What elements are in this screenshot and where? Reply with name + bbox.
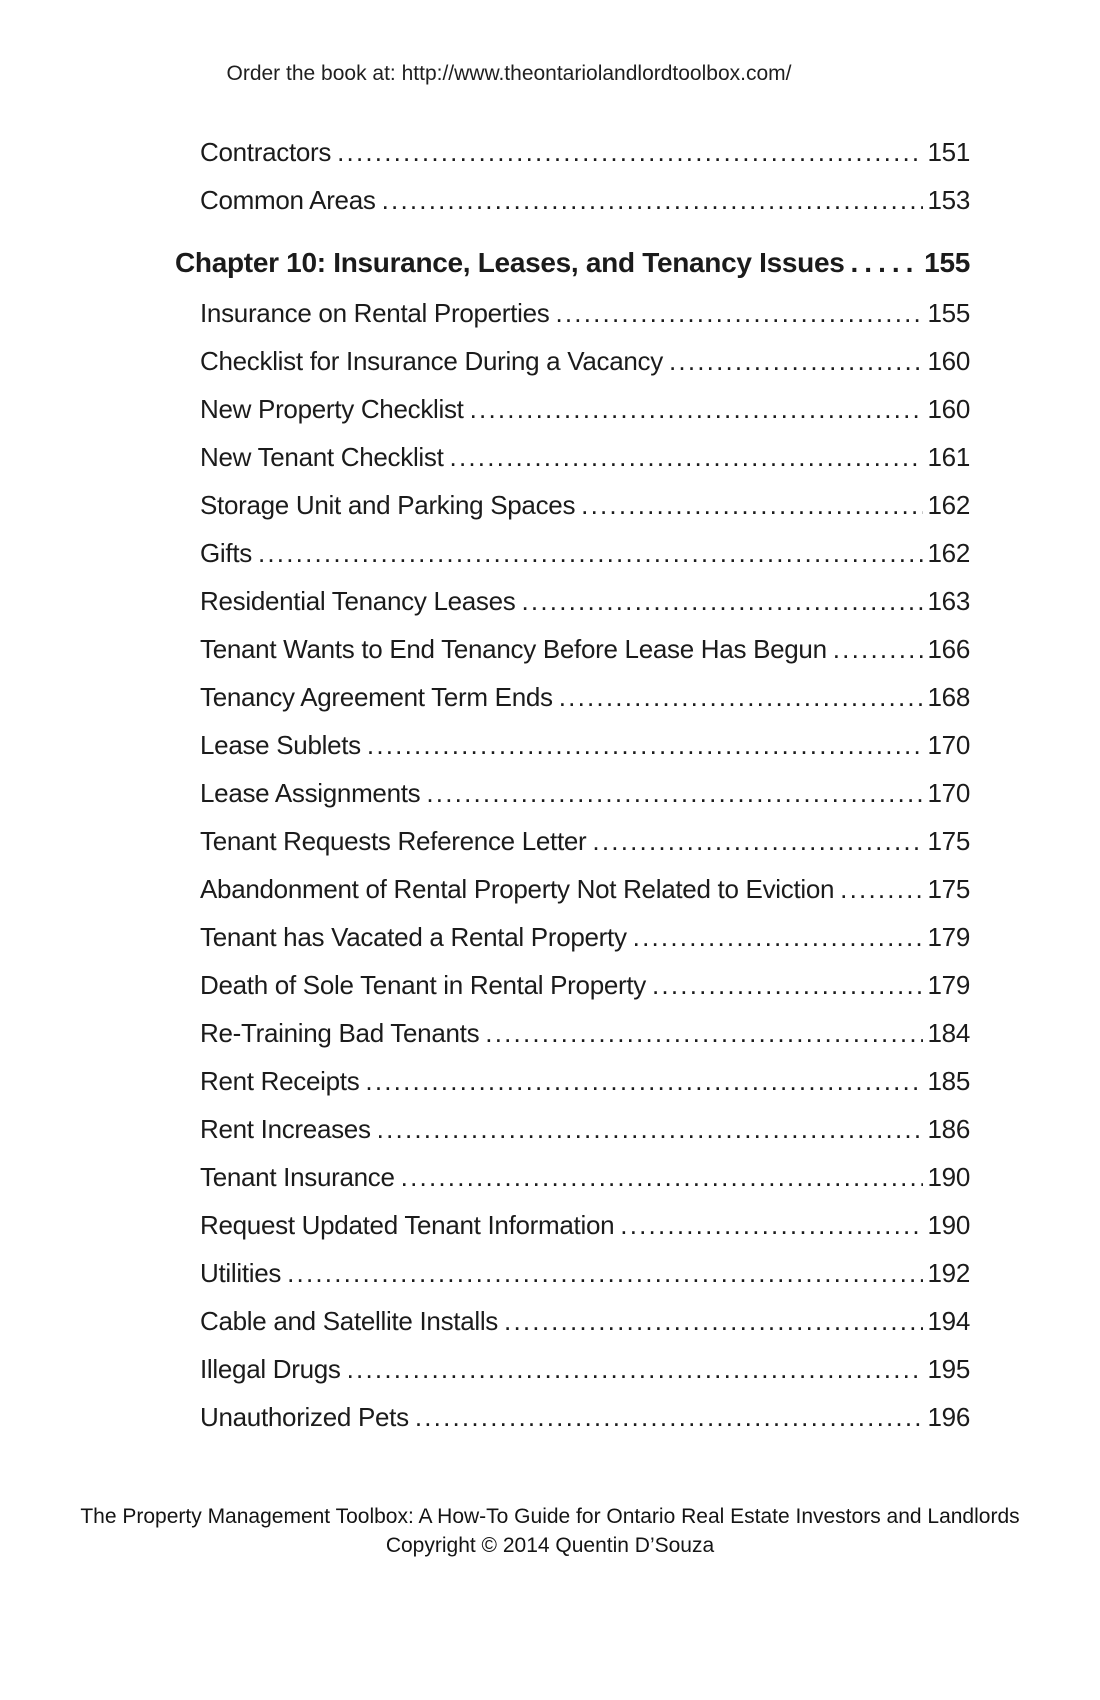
toc-entry-page: 196 (927, 1402, 970, 1432)
toc-entry (175, 289, 970, 337)
toc-entry (175, 433, 970, 481)
dot-leader (470, 385, 923, 433)
toc-entry-page: 186 (927, 1114, 970, 1144)
toc-entry-label: Rent Receipts (200, 1066, 360, 1096)
toc-entry (175, 128, 970, 176)
toc-entry (175, 865, 970, 913)
dot-leader (450, 433, 923, 481)
dot-leader (426, 769, 922, 817)
toc-entry-label: Gifts (200, 538, 252, 568)
toc-entry-label: Tenant Requests Reference Letter (200, 826, 587, 856)
dot-leader (504, 1297, 923, 1345)
toc-entry-page: 155 (924, 247, 970, 278)
toc-entry-page: 170 (927, 778, 970, 808)
toc-entry-label: New Tenant Checklist (200, 442, 444, 472)
toc-entry (175, 1009, 970, 1057)
toc-entry-page: 184 (927, 1018, 970, 1048)
toc-entry (175, 1249, 970, 1297)
toc-entry-label: Unauthorized Pets (200, 1402, 409, 1432)
toc-entry (175, 1105, 970, 1153)
dot-leader (347, 1345, 923, 1393)
dot-leader (367, 721, 923, 769)
toc-entry-page: 190 (927, 1162, 970, 1192)
toc-entry-label: New Property Checklist (200, 394, 464, 424)
toc-entry (175, 769, 970, 817)
toc-entry (175, 529, 970, 577)
footer-title-line: The Property Management Toolbox: A How-To Guide for Ontario Real Estate Investors and Landlords (80, 1505, 1020, 1528)
order-book-url-text: Order the book at: http://www.theontariolandlordtoolbox.com/ (226, 62, 792, 85)
toc-entry-label: Contractors (200, 137, 332, 167)
dot-leader (620, 1201, 922, 1249)
dot-leader (485, 1009, 922, 1057)
toc-entry (175, 337, 970, 385)
toc-entry-label: Tenant has Vacated a Rental Property (200, 922, 627, 952)
dot-leader (522, 577, 923, 625)
toc-entry-page: 179 (927, 922, 970, 952)
toc-entry-label: Abandonment of Rental Property Not Related to Eviction (200, 874, 835, 904)
toc-entry-page: 166 (927, 634, 970, 664)
toc-entry-label: Rent Increases (200, 1114, 371, 1144)
toc-entry-label: Lease Sublets (200, 730, 361, 760)
footer-copyright-line: Copyright © 2014 Quentin D’Souza (385, 1534, 715, 1557)
toc-entry (175, 961, 970, 1009)
dot-leader (415, 1393, 923, 1441)
dot-leader (633, 913, 923, 961)
toc-entry (175, 625, 970, 673)
toc-entry-label: Checklist for Insurance During a Vacancy (200, 346, 663, 376)
page-footer (0, 1502, 1100, 1560)
toc-entry-page: 170 (927, 730, 970, 760)
toc-entry-label: Common Areas (200, 185, 376, 215)
dot-leader (258, 529, 923, 577)
toc-entry-label: Illegal Drugs (200, 1354, 341, 1384)
toc-entry-page: 185 (927, 1066, 970, 1096)
dot-leader (669, 337, 923, 385)
toc-entry-page: 194 (927, 1306, 970, 1336)
toc-entry (175, 1297, 970, 1345)
toc-entry-page: 151 (927, 137, 970, 167)
toc-entry (175, 481, 970, 529)
toc-entry-page: 161 (927, 442, 970, 472)
toc-entry-page: 179 (927, 970, 970, 1000)
dot-leader (287, 1249, 922, 1297)
toc-entry-label: Re-Training Bad Tenants (200, 1018, 480, 1048)
dot-leader (652, 961, 923, 1009)
toc-entry (175, 239, 970, 289)
toc-entry-label: Tenant Insurance (200, 1162, 395, 1192)
toc-entry (175, 1153, 970, 1201)
toc-list (175, 128, 970, 1441)
toc-entry-page: 163 (927, 586, 970, 616)
dot-leader (401, 1153, 923, 1201)
toc-entry (175, 1057, 970, 1105)
toc-entry-page: 155 (927, 298, 970, 328)
dot-leader (555, 289, 922, 337)
toc-entry (175, 913, 970, 961)
dot-leader (382, 176, 923, 224)
toc-entry (175, 1393, 970, 1441)
dot-leader (337, 128, 922, 176)
toc-entry-label: Lease Assignments (200, 778, 421, 808)
toc-entry-page: 192 (927, 1258, 970, 1288)
toc-entry-label: Residential Tenancy Leases (200, 586, 516, 616)
toc-entry (175, 176, 970, 224)
toc-entry-page: 195 (927, 1354, 970, 1384)
toc-entry-page: 168 (927, 682, 970, 712)
dot-leader (581, 481, 922, 529)
toc-entry-page: 162 (927, 538, 970, 568)
dot-leader (365, 1057, 922, 1105)
toc-entry (175, 817, 970, 865)
dot-leader (592, 817, 922, 865)
toc-entry-page: 160 (927, 394, 970, 424)
toc-entry-label: Insurance on Rental Properties (200, 298, 550, 328)
toc-entry-page: 160 (927, 346, 970, 376)
toc-entry-page: 175 (927, 874, 970, 904)
toc-entry-label: Storage Unit and Parking Spaces (200, 490, 576, 520)
toc-entry-page: 190 (927, 1210, 970, 1240)
toc-entry-label: Tenancy Agreement Term Ends (200, 682, 553, 712)
toc-entry-page: 162 (927, 490, 970, 520)
toc-entry-page: 175 (927, 826, 970, 856)
dot-leader (851, 239, 920, 287)
toc-entry (175, 673, 970, 721)
toc-entry (175, 577, 970, 625)
toc-entry-label: Cable and Satellite Installs (200, 1306, 499, 1336)
toc-entry (175, 385, 970, 433)
dot-leader (377, 1105, 923, 1153)
dot-leader (833, 625, 923, 673)
toc-entry (175, 721, 970, 769)
toc-entry (175, 1345, 970, 1393)
toc-entry-label: Utilities (200, 1258, 282, 1288)
dot-leader (840, 865, 922, 913)
toc-entry-label: Chapter 10: Insurance, Leases, and Tenancy Issues (175, 247, 845, 278)
toc-entry (175, 1201, 970, 1249)
toc-entry-page: 153 (927, 185, 970, 215)
dot-leader (559, 673, 923, 721)
toc-entry-label: Death of Sole Tenant in Rental Property (200, 970, 646, 1000)
toc-entry-label: Request Updated Tenant Information (200, 1210, 615, 1240)
toc-entry-label: Tenant Wants to End Tenancy Before Lease Has Begun (200, 634, 827, 664)
